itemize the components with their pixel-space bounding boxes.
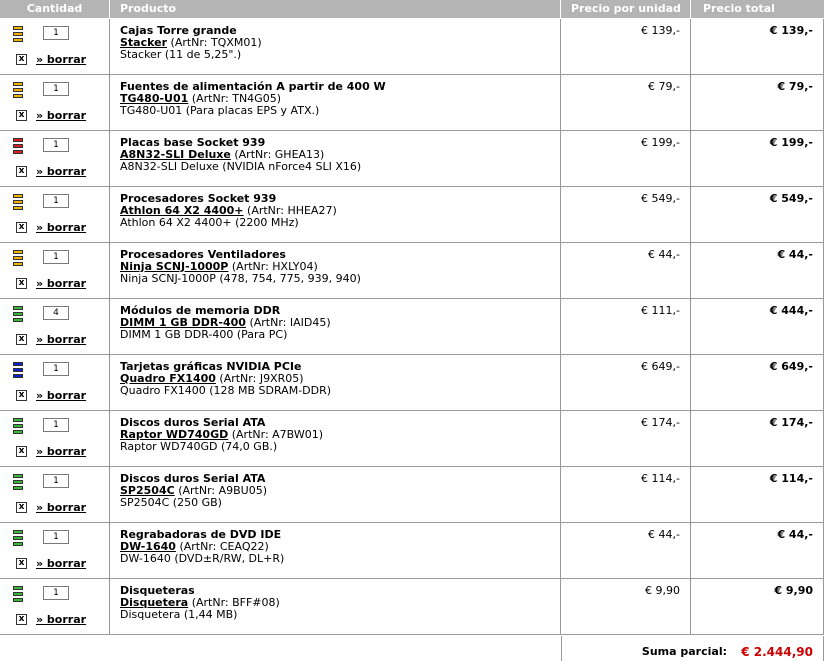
total-price: € 139,- xyxy=(769,24,813,37)
unit-price: € 111,- xyxy=(641,304,680,317)
quantity-cell xyxy=(0,579,110,635)
unit-price: € 79,- xyxy=(648,80,680,93)
unit-price-cell xyxy=(561,131,691,187)
total-price: € 199,- xyxy=(769,136,813,149)
quantity-input[interactable]: 4 xyxy=(43,306,69,320)
cart-row xyxy=(0,523,824,579)
quantity-input[interactable]: 1 xyxy=(43,530,69,544)
product-category: Procesadores Socket 939 xyxy=(120,192,277,205)
delete-checkbox[interactable]: x xyxy=(16,390,27,401)
cart-row xyxy=(0,467,824,523)
article-number: (ArtNr: TN4G05) xyxy=(191,92,281,105)
delete-checkbox[interactable]: x xyxy=(16,110,27,121)
article-number: (ArtNr: GHEA13) xyxy=(234,148,325,161)
delete-link[interactable]: » borrar xyxy=(36,333,87,346)
total-price-cell xyxy=(691,187,824,243)
delete-checkbox[interactable]: x xyxy=(16,502,27,513)
product-cell xyxy=(110,523,561,579)
delete-link[interactable]: » borrar xyxy=(36,221,87,234)
product-description: DIMM 1 GB DDR-400 (Para PC) xyxy=(120,328,288,341)
unit-price: € 44,- xyxy=(648,528,680,541)
stock-indicator-icon xyxy=(13,530,23,548)
total-price: € 79,- xyxy=(777,80,813,93)
delete-checkbox[interactable]: x xyxy=(16,54,27,65)
total-price: € 174,- xyxy=(769,416,813,429)
product-cell xyxy=(110,187,561,243)
quantity-input[interactable]: 1 xyxy=(43,418,69,432)
quantity-input[interactable]: 1 xyxy=(43,26,69,40)
header-product: Producto xyxy=(110,0,561,18)
product-name-link[interactable]: Raptor WD740GD xyxy=(120,428,229,441)
article-number: (ArtNr: TQXM01) xyxy=(170,36,262,49)
product-cell xyxy=(110,355,561,411)
product-name-link[interactable]: SP2504C xyxy=(120,484,175,497)
quantity-cell xyxy=(0,75,110,131)
product-name-link[interactable]: A8N32-SLI Deluxe xyxy=(120,148,231,161)
total-price: € 649,- xyxy=(769,360,813,373)
cart-row xyxy=(0,579,824,635)
article-number: (ArtNr: BFF#08) xyxy=(191,596,280,609)
header-unit-price: Precio por unidad xyxy=(561,0,691,18)
quantity-cell xyxy=(0,19,110,75)
total-price-cell xyxy=(691,299,824,355)
product-category: Discos duros Serial ATA xyxy=(120,416,266,429)
product-name-link[interactable]: Disquetera xyxy=(120,596,189,609)
product-description: Ninja SCNJ-1000P (478, 754, 775, 939, 940) xyxy=(120,272,361,285)
quantity-cell xyxy=(0,187,110,243)
product-cell xyxy=(110,75,561,131)
delete-link[interactable]: » borrar xyxy=(36,277,87,290)
unit-price: € 114,- xyxy=(641,472,680,485)
article-number: (ArtNr: HHEA27) xyxy=(247,204,337,217)
product-category: Discos duros Serial ATA xyxy=(120,472,266,485)
delete-link[interactable]: » borrar xyxy=(36,613,87,626)
quantity-input[interactable]: 1 xyxy=(43,194,69,208)
total-price: € 549,- xyxy=(769,192,813,205)
delete-link[interactable]: » borrar xyxy=(36,389,87,402)
product-description: A8N32-SLI Deluxe (NVIDIA nForce4 SLI X16) xyxy=(120,160,362,173)
product-category: Procesadores Ventiladores xyxy=(120,248,286,261)
unit-price-cell xyxy=(561,243,691,299)
total-price: € 114,- xyxy=(769,472,813,485)
product-description: Disquetera (1,44 MB) xyxy=(120,608,238,621)
total-price-cell xyxy=(691,523,824,579)
delete-checkbox[interactable]: x xyxy=(16,334,27,345)
cart-row xyxy=(0,19,824,75)
product-category: Fuentes de alimentación A partir de 400 W xyxy=(120,80,386,93)
unit-price-cell xyxy=(561,411,691,467)
delete-link[interactable]: » borrar xyxy=(36,557,87,570)
product-description: SP2504C (250 GB) xyxy=(120,496,222,509)
quantity-input[interactable]: 1 xyxy=(43,586,69,600)
product-category: Módulos de memoria DDR xyxy=(120,304,281,317)
quantity-cell xyxy=(0,467,110,523)
unit-price: € 139,- xyxy=(641,24,680,37)
product-description: TG480-U01 (Para placas EPS y ATX.) xyxy=(120,104,320,117)
subtotal-cell xyxy=(561,636,824,661)
product-description: Stacker (11 de 5,25".) xyxy=(120,48,242,61)
delete-checkbox[interactable]: x xyxy=(16,614,27,625)
delete-link[interactable]: » borrar xyxy=(36,165,87,178)
product-category: Tarjetas gráficas NVIDIA PCIe xyxy=(120,360,302,373)
cart-row xyxy=(0,411,824,467)
stock-indicator-icon xyxy=(13,26,23,44)
product-category: Cajas Torre grande xyxy=(120,24,237,37)
product-name-link[interactable]: Ninja SCNJ-1000P xyxy=(120,260,229,273)
delete-checkbox[interactable]: x xyxy=(16,278,27,289)
unit-price-cell xyxy=(561,187,691,243)
total-price-cell xyxy=(691,411,824,467)
stock-indicator-icon xyxy=(13,138,23,156)
stock-indicator-icon xyxy=(13,418,23,436)
stock-indicator-icon xyxy=(13,82,23,100)
unit-price: € 199,- xyxy=(641,136,680,149)
quantity-cell xyxy=(0,411,110,467)
quantity-input[interactable]: 1 xyxy=(43,138,69,152)
cart-row xyxy=(0,355,824,411)
product-description: Athlon 64 X2 4400+ (2200 MHz) xyxy=(120,216,299,229)
product-category: Disqueteras xyxy=(120,584,195,597)
stock-indicator-icon xyxy=(13,474,23,492)
delete-link[interactable]: » borrar xyxy=(36,445,87,458)
article-number: (ArtNr: J9XR05) xyxy=(219,372,304,385)
total-price: € 444,- xyxy=(769,304,813,317)
product-name-link[interactable]: Athlon 64 X2 4400+ xyxy=(120,204,244,217)
quantity-cell xyxy=(0,243,110,299)
total-price-cell xyxy=(691,579,824,635)
delete-link[interactable]: » borrar xyxy=(36,53,87,66)
article-number: (ArtNr: IAID45) xyxy=(249,316,331,329)
product-name-link[interactable]: TG480-U01 xyxy=(120,92,189,105)
quantity-cell xyxy=(0,131,110,187)
unit-price-cell xyxy=(561,523,691,579)
quantity-cell xyxy=(0,299,110,355)
product-description: DW-1640 (DVD±R/RW, DL+R) xyxy=(120,552,285,565)
product-description: Raptor WD740GD (74,0 GB.) xyxy=(120,440,278,453)
product-name-link[interactable]: DW-1640 xyxy=(120,540,176,553)
quantity-input[interactable]: 1 xyxy=(43,82,69,96)
article-number: (ArtNr: HXLY04) xyxy=(231,260,318,273)
quantity-cell xyxy=(0,355,110,411)
quantity-input[interactable]: 1 xyxy=(43,362,69,376)
total-price-cell xyxy=(691,355,824,411)
stock-indicator-icon xyxy=(13,306,23,324)
unit-price: € 44,- xyxy=(648,248,680,261)
unit-price-cell xyxy=(561,467,691,523)
product-name-link[interactable]: Quadro FX1400 xyxy=(120,372,216,385)
unit-price: € 174,- xyxy=(641,416,680,429)
header-total-price: Precio total xyxy=(703,2,775,15)
unit-price: € 9,90 xyxy=(645,584,680,597)
product-cell xyxy=(110,19,561,75)
unit-price-cell xyxy=(561,299,691,355)
unit-price-cell xyxy=(561,355,691,411)
subtotal-label: Suma parcial: xyxy=(641,645,727,658)
product-category: Placas base Socket 939 xyxy=(120,136,266,149)
product-cell xyxy=(110,299,561,355)
product-cell xyxy=(110,243,561,299)
stock-indicator-icon xyxy=(13,586,23,604)
cart-row xyxy=(0,187,824,243)
product-cell xyxy=(110,131,561,187)
product-category: Regrabadoras de DVD IDE xyxy=(120,528,282,541)
total-price: € 44,- xyxy=(777,248,813,261)
delete-link[interactable]: » borrar xyxy=(36,501,87,514)
total-price: € 9,90 xyxy=(774,584,813,597)
delete-link[interactable]: » borrar xyxy=(36,109,87,122)
unit-price-cell xyxy=(561,75,691,131)
delete-checkbox[interactable]: x xyxy=(16,166,27,177)
product-cell xyxy=(110,579,561,635)
stock-indicator-icon xyxy=(13,250,23,268)
total-price-cell xyxy=(691,131,824,187)
cart-row xyxy=(0,299,824,355)
article-number: (ArtNr: CEAQ22) xyxy=(179,540,269,553)
article-number: (ArtNr: A7BW01) xyxy=(231,428,323,441)
quantity-cell xyxy=(0,523,110,579)
delete-checkbox[interactable]: x xyxy=(16,558,27,569)
unit-price-cell xyxy=(561,579,691,635)
cart-row xyxy=(0,75,824,131)
table-header xyxy=(0,0,824,18)
total-price-cell xyxy=(691,75,824,131)
unit-price: € 649,- xyxy=(641,360,680,373)
product-description: Quadro FX1400 (128 MB SDRAM-DDR) xyxy=(120,384,332,397)
quantity-input[interactable]: 1 xyxy=(43,474,69,488)
cart-row xyxy=(0,131,824,187)
unit-price-cell xyxy=(561,19,691,75)
header-quantity: Cantidad xyxy=(0,0,110,18)
stock-indicator-icon xyxy=(13,362,23,380)
quantity-input[interactable]: 1 xyxy=(43,250,69,264)
cart-row xyxy=(0,243,824,299)
total-price: € 44,- xyxy=(777,528,813,541)
product-cell xyxy=(110,467,561,523)
total-price-cell xyxy=(691,19,824,75)
delete-checkbox[interactable]: x xyxy=(16,222,27,233)
total-price-cell xyxy=(691,467,824,523)
product-cell xyxy=(110,411,561,467)
product-name-link[interactable]: DIMM 1 GB DDR-400 xyxy=(120,316,246,329)
product-name-link[interactable]: Stacker xyxy=(120,36,168,49)
subtotal-value: € 2.444,90 xyxy=(741,645,813,659)
total-price-cell xyxy=(691,243,824,299)
article-number: (ArtNr: A9BU05) xyxy=(178,484,268,497)
unit-price: € 549,- xyxy=(641,192,680,205)
delete-checkbox[interactable]: x xyxy=(16,446,27,457)
stock-indicator-icon xyxy=(13,194,23,212)
